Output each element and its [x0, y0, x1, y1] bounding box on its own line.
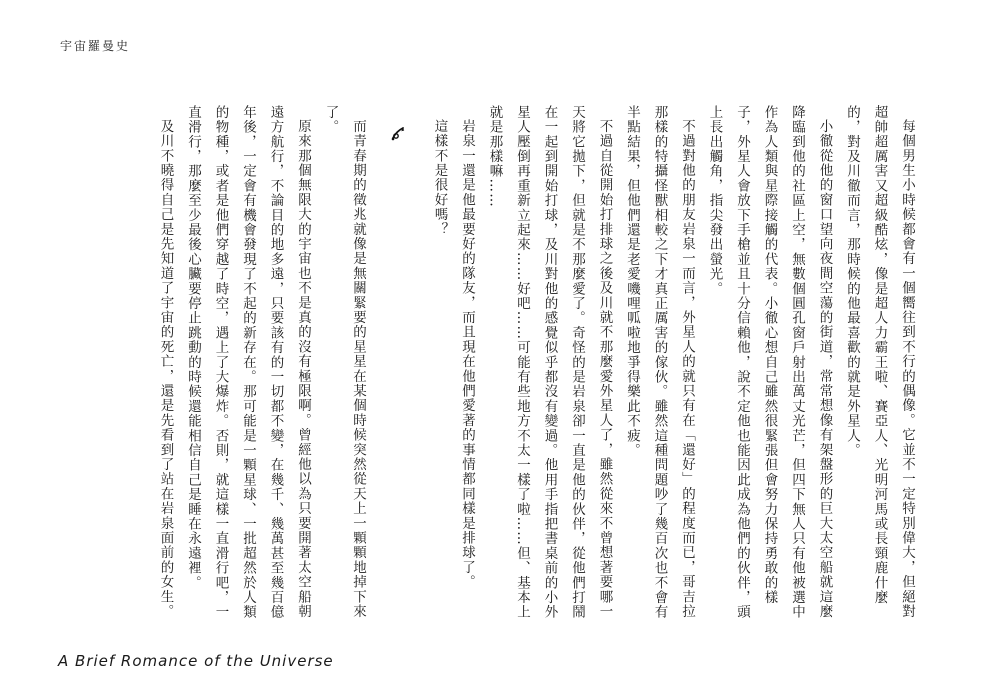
- paragraph: 這樣不是很好嗎？: [431, 118, 448, 237]
- paragraph: 每個男生小時候都會有一個嚮往到不行的偶像。它並不一定特別偉大，但絕對超帥超厲害又超級酷炫，像是超人力霸王啦、賽亞人、光明河馬或長頸鹿什麼的，對及川徹而言，那時候的他最喜歡的就是外星人。: [844, 105, 915, 619]
- section-break-ornament: [371, 105, 425, 625]
- paragraph: 岩泉一還是他最要好的隊友，而且現在他們愛著的事情都同樣是排球了。: [459, 118, 475, 589]
- paragraph: 不過自從開始打排球之後及川就不那麼愛外星人了，雖然從來不曾想著要哪一天將它拋下，但就是不那麼愛了。奇怪的是岩泉卻一直是他的伙伴，從他們打鬧在一起到開始打球，及川對他的感覺似乎都沒有變過。他用手指把書桌前的小外星人壓倒再重新立起來……好吧……可能有些地方不太一樣了啦……但、基本上就是那樣嘛……: [486, 105, 613, 620]
- paragraph: 小徹從他的窗口望向夜間空蕩的街道，常常想像有架盤形的巨大太空船就這麼降臨到他的社區上空，無數個圓孔窗戶射出萬丈光芒，但四下無人只有他被選中作為人類與星際接觸的代表。小徹心想自己雖然很緊張但會努力保持勇敢的樣子，外星人會放下手槍並且十分信賴他，說不定他也能因此成為他們的伙伴，頭上長出觸角，指尖發出螢光。: [706, 105, 833, 620]
- star-swirl-icon: [389, 125, 407, 143]
- page-footer-title: A Brief Romance of the Universe: [58, 652, 334, 670]
- page-header-title: 宇宙羅曼史: [60, 39, 131, 53]
- paragraph: 而青春期的徵兆就像是無關緊要的星星在某個時候突然從天上一顆顆地掉下來了。: [322, 105, 366, 619]
- vertical-text-body: [130, 105, 920, 625]
- paragraph: 及川不曉得自己是先知道了宇宙的死亡，還是先看到了站在岩泉面前的女生。: [157, 118, 174, 619]
- paragraph: 原來那個無限大的宇宙也不是真的沒有極限啊。曾經他以為只要開著太空船朝遠方航行，不論目的地多遠，只要該有的一切都不變，在幾千、幾萬甚至幾百億年後，一定會有機會發現了不起的新存在。那可能是一顆星球、一批超然於人類的物種，或者是他們穿越了時空，遇上了大爆炸。否則，就這樣一直滑行吧，一直滑行，那麼至少最後心臟要停止跳動的時候還能相信自己是睡在永遠裡。: [185, 105, 311, 620]
- paragraph: 不過對他的朋友岩泉一而言，外星人的就只有在「還好」的程度而已，哥吉拉那樣的特攝怪獸相較之下才真正厲害的傢伙。雖然這種問題吵了幾百次也不會有半點結果，但他們還是老愛嘰哩呱啦地爭得樂此不疲。: [624, 105, 695, 620]
